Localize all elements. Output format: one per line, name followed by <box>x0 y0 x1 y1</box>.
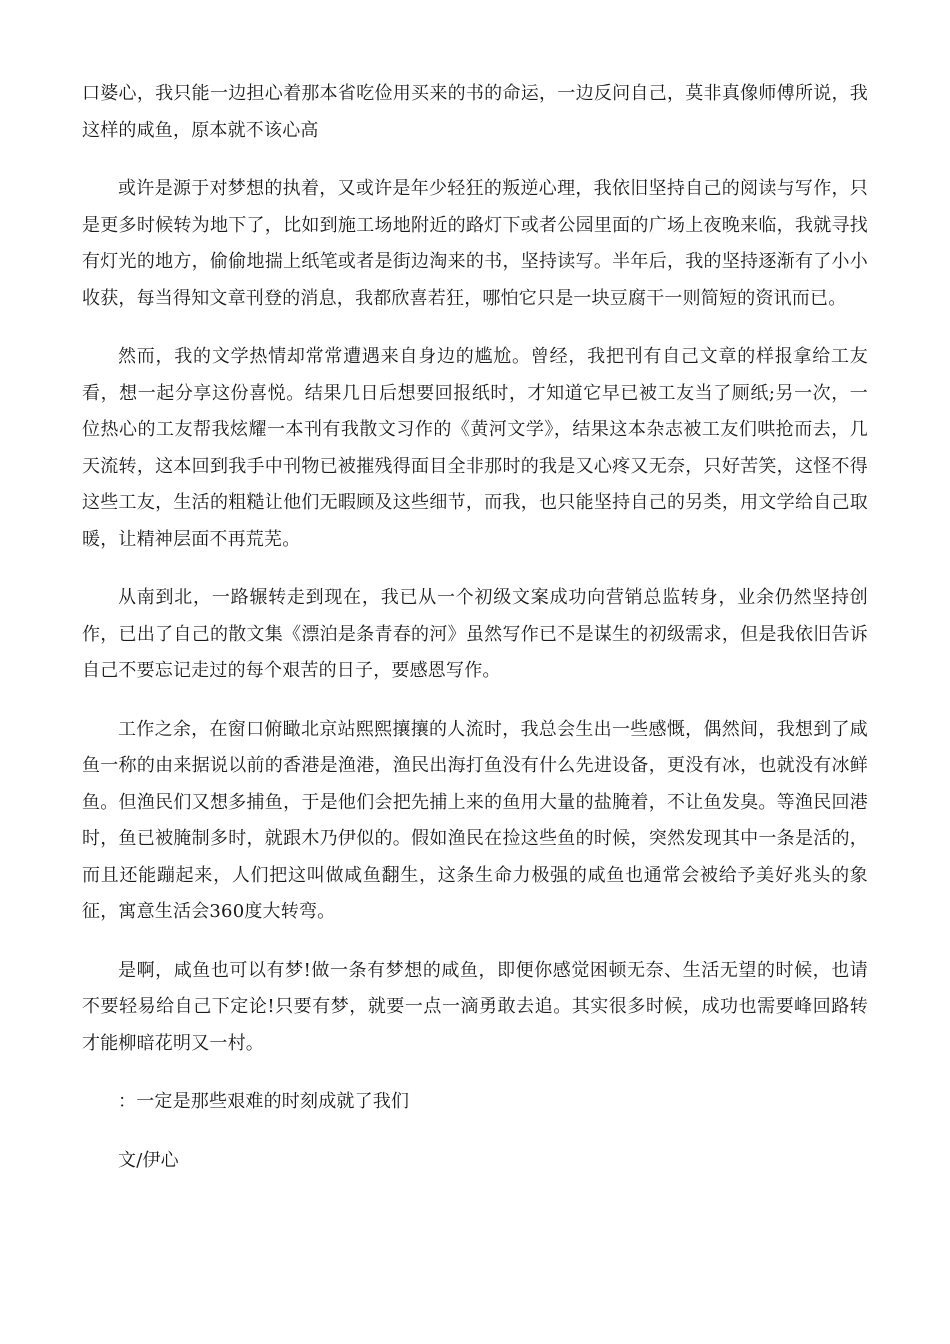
paragraph-6: 是啊，咸鱼也可以有梦!做一条有梦想的咸鱼，即便你感觉困顿无奈、生活无望的时候，也请不要轻易给自己下定论!只要有梦，就要一点一滴勇敢去追。其实很多时候，成功也需要峰回路转才能柳暗花明又一村。 <box>82 959 868 1054</box>
paragraph-2: 或许是源于对梦想的执着，又或许是年少轻狂的叛逆心理，我依旧坚持自己的阅读与写作，只是更多时候转为地下了，比如到施工场地附近的路灯下或者公园里面的广场上夜晚来临，我就寻找有灯光的地方，偷偷地揣上纸笔或者是街边淘来的书，坚持读写。半年后，我的坚持逐渐有了小小收获，每当得知文章刊登的消息，我都欣喜若狂，哪怕它只是一块豆腐干一则简短的资讯而已。 <box>82 178 868 309</box>
document-page <box>82 76 868 1201</box>
article-byline: 文/伊心 <box>118 1149 179 1171</box>
paragraph-5: 工作之余，在窗口俯瞰北京站熙熙攘攘的人流时，我总会生出一些感慨，偶然间，我想到了咸鱼一称的由来据说以前的香港是渔港，渔民出海打鱼没有什么先进设备，更没有冰，也就没有冰鲜鱼。但渔民们又想多捕鱼，于是他们会把先捕上来的鱼用大量的盐腌着，不让鱼发臭。等渔民回港时，鱼已被腌制多时，就跟木乃伊似的。假如渔民在捡这些鱼的时候，突然发现其中一条是活的，而且还能蹦起来，人们把这叫做咸鱼翻生，这条生命力极强的咸鱼也通常会被给予美好兆头的象征，寓意生活会360度大转弯。 <box>82 718 868 922</box>
paragraph-1: 口婆心，我只能一边担心着那本省吃俭用买来的书的命运，一边反问自己，莫非真像师傅所说，我这样的咸鱼，原本就不该心高 <box>82 83 868 141</box>
article-subtitle: ：一定是那些艰难的时刻成就了我们 <box>118 1091 410 1112</box>
paragraph-3: 然而，我的文学热情却常常遭遇来自身边的尴尬。曾经，我把刊有自己文章的样报拿给工友看，想一起分享这份喜悦。结果几日后想要回报纸时，才知道它早已被工友当了厕纸;另一次，一位热心的工友帮我炫耀一本刊有我散文习作的《黄河文学》，结果这本杂志被工友们哄抢而去，几天流转，这本回到我手中刊物已被摧残得面目全非那时的我是又心疼又无奈，只好苦笑，这怪不得这些工友，生活的粗糙让他们无暇顾及这些细节，而我，也只能坚持自己的另类，用文学给自己取暖，让精神层面不再荒芜。 <box>82 346 868 550</box>
paragraph-4: 从南到北，一路辗转走到现在，我已从一个初级文案成功向营销总监转身，业余仍然坚持创作，已出了自己的散文集《漂泊是条青春的河》虽然写作已不是谋生的初级需求，但是我依旧告诉自己不要忘记走过的每个艰苦的日子，要感恩写作。 <box>82 587 868 681</box>
